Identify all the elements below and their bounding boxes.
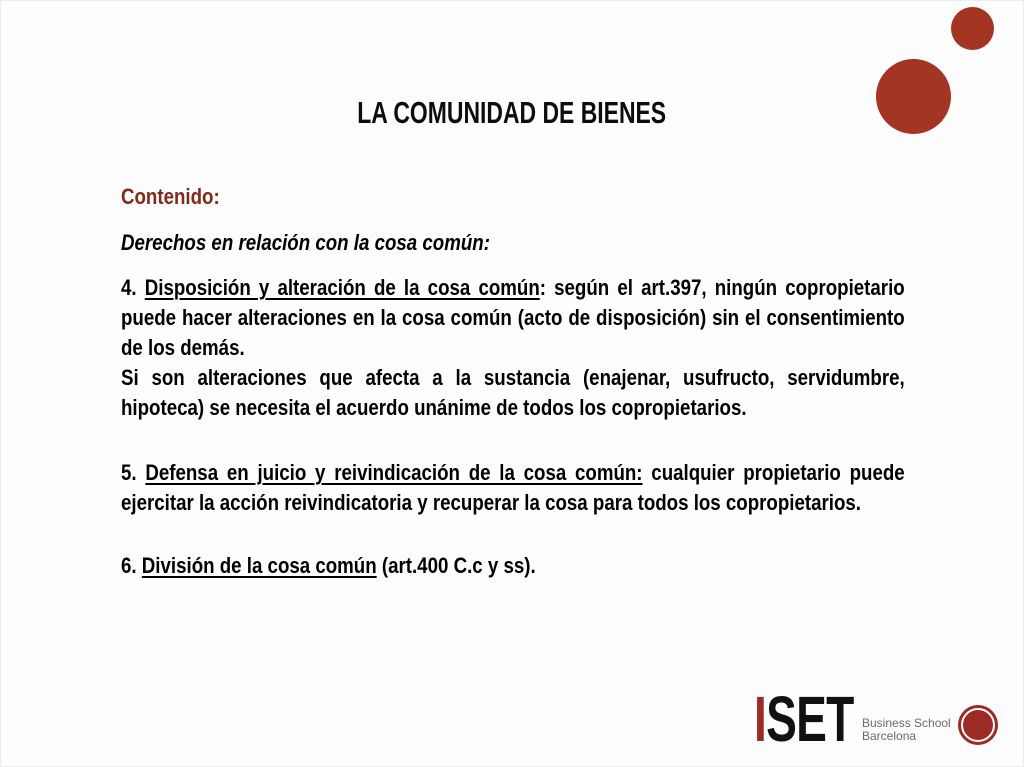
item-5-number: 5. xyxy=(121,460,146,485)
item-4-rest: : según el art.397, ningún copropietario puede hacer alteraciones en la cosa común (acto de disposición) sin el consentimiento de los demás. xyxy=(121,275,905,360)
decor-circle-small xyxy=(951,7,994,50)
content-subheading: Derechos en relación con la cosa común: xyxy=(121,230,490,255)
content-heading: Contenido: xyxy=(121,184,220,209)
item-5-rest: cualquier propietario puede ejercitar la acción reivindicatoria y recuperar la cosa para todos los copropietarios. xyxy=(121,460,905,515)
list-item-6 xyxy=(121,551,905,581)
slide-body xyxy=(121,1,905,767)
iset-logo-subtitle xyxy=(862,717,951,743)
item-6-number: 6. xyxy=(121,553,142,578)
iset-logo-letters-set: SET xyxy=(766,683,854,755)
list-item-4 xyxy=(121,273,905,363)
item-6-rest: (art.400 C.c y ss). xyxy=(376,553,536,578)
list-item-4-continuation: Si son alteraciones que afecta a la sustancia (enajenar, usufructo, servidumbre, hipoteca) se necesita el acuerdo unánime de todos los copropietarios. xyxy=(121,365,905,420)
slide-title: LA COMUNIDAD DE BIENES xyxy=(357,95,667,130)
iset-logo-subtitle-line1: Business School xyxy=(862,716,951,730)
item-5-underlined: Defensa en juicio y reivindicación de la cosa común: xyxy=(145,460,643,485)
item-6-underlined: División de la cosa común xyxy=(141,553,377,578)
iset-logo-wordmark xyxy=(754,683,854,755)
iset-logo-circle xyxy=(958,705,998,745)
list-item-5 xyxy=(121,458,905,518)
item-4-underlined: Disposición y alteración de la cosa común xyxy=(144,275,540,300)
iset-logo-letter-i: I xyxy=(754,683,767,755)
iset-logo-subtitle-line2: Barcelona xyxy=(862,729,917,743)
item-4-number: 4. xyxy=(121,275,145,300)
